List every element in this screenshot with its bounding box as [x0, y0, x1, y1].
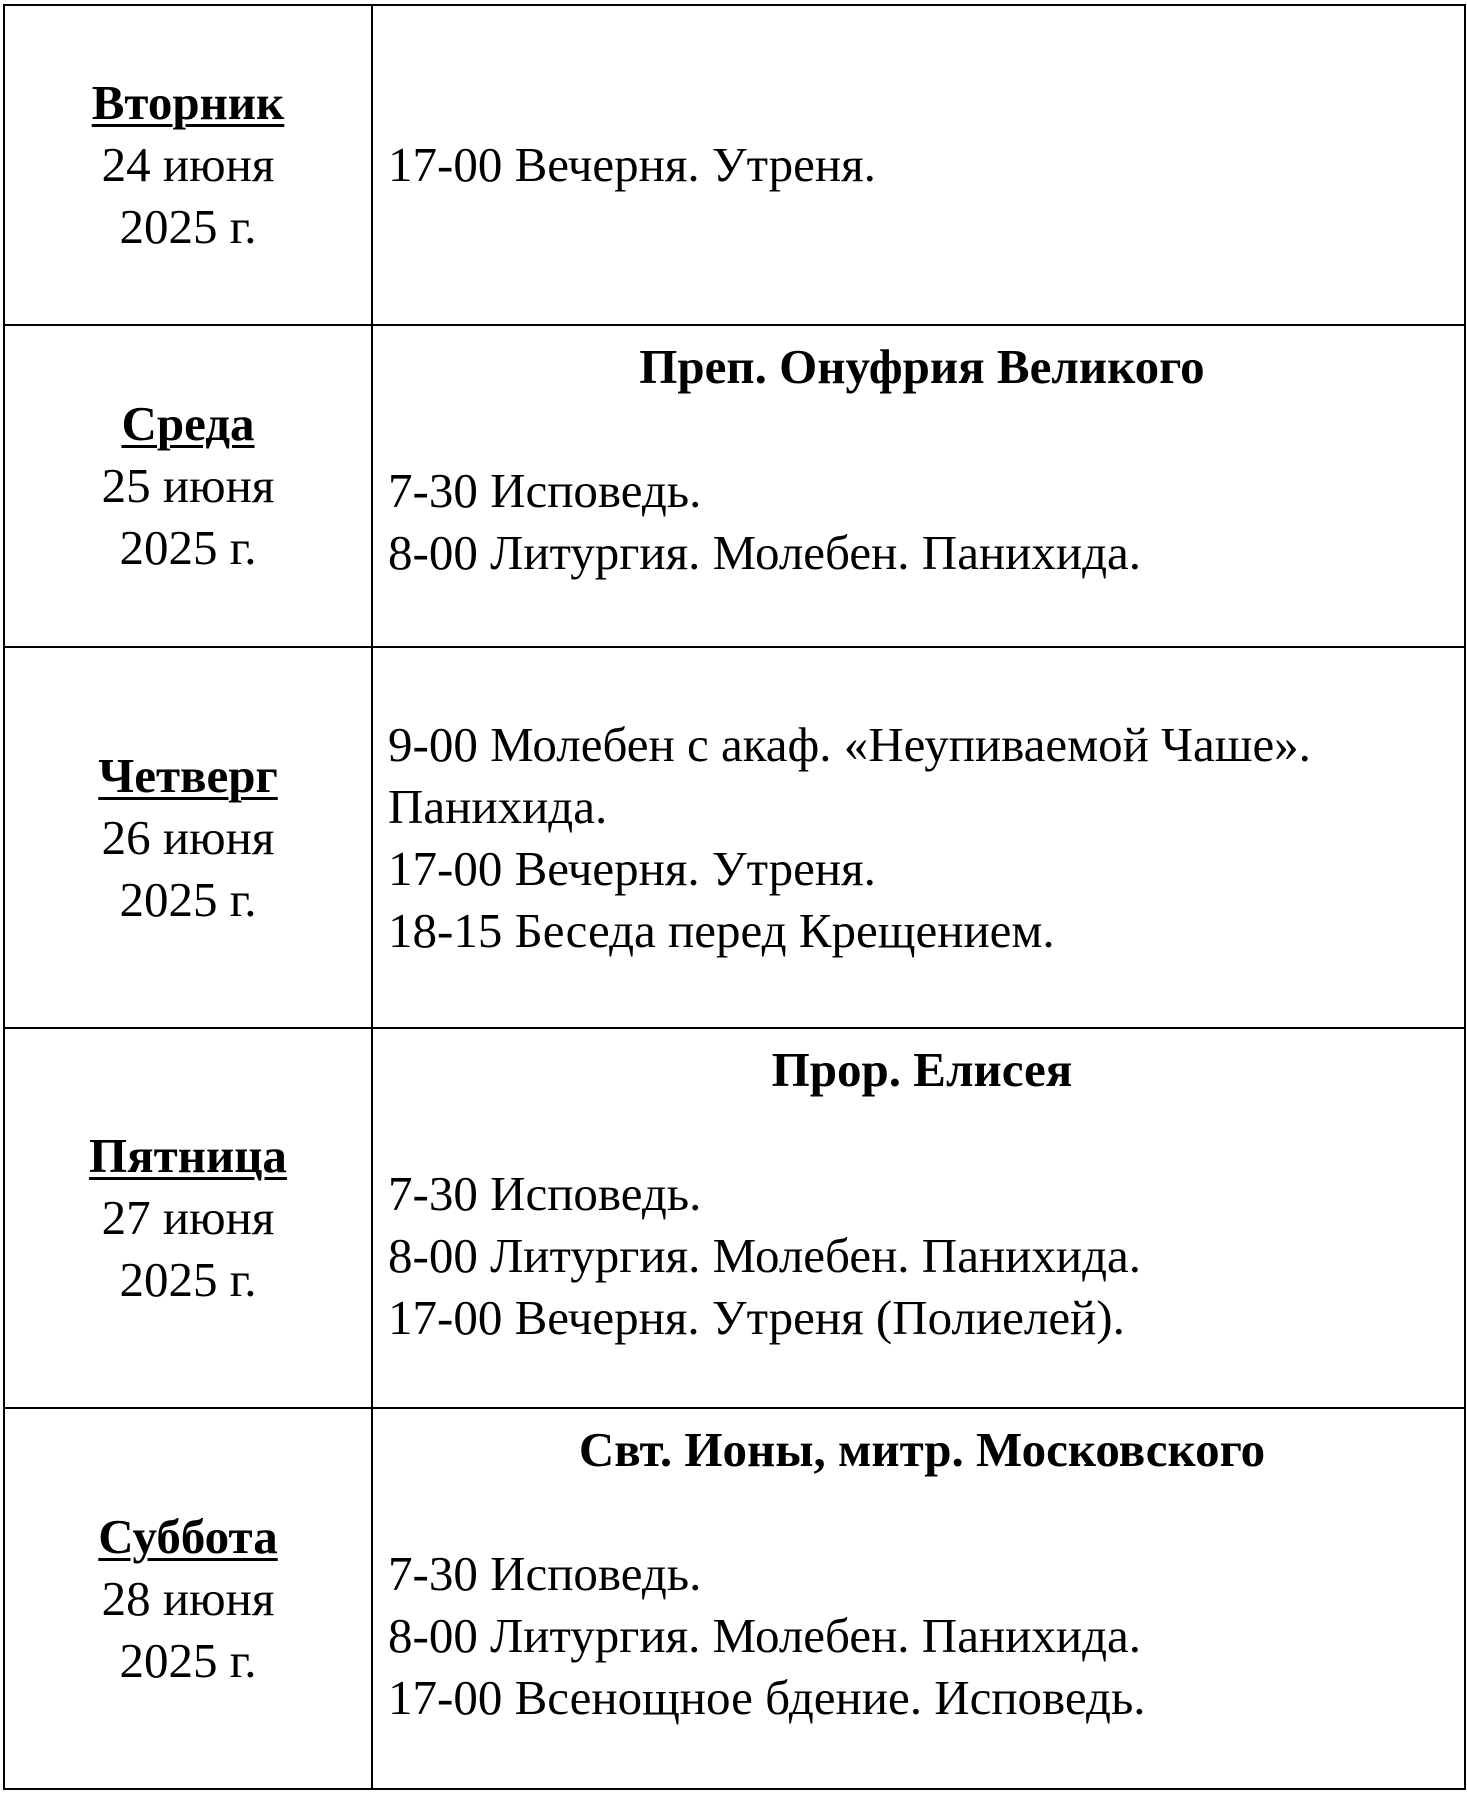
day-cell [4, 1028, 372, 1408]
day-cell [4, 325, 372, 647]
event-line: 8-00 Литургия. Молебен. Панихида. [388, 1228, 1142, 1283]
event-line: 17-00 Всенощное бдение. Исповедь. [388, 1670, 1146, 1725]
day-date: 24 июня [101, 137, 275, 192]
event-line: 18-15 Беседа перед Крещением. [388, 902, 1055, 958]
schedule-row-tuesday [4, 5, 1465, 325]
day-year: 2025 г. [119, 1252, 257, 1307]
day-name: Суббота [98, 1508, 278, 1564]
events-cell [372, 1028, 1465, 1408]
day-name: Вторник [91, 75, 285, 130]
schedule-table [3, 4, 1466, 1790]
event-line: 17-00 Вечерня. Утреня. [388, 840, 876, 896]
event-line: 7-30 Исповедь. [388, 1546, 702, 1601]
feast-title: Прор. Елисея [771, 1042, 1073, 1097]
day-cell [4, 647, 372, 1028]
schedule-row-wednesday [4, 325, 1465, 647]
schedule-row-saturday [4, 1408, 1465, 1789]
event-line: 17-00 Вечерня. Утреня. [388, 137, 876, 192]
day-date: 28 июня [101, 1570, 275, 1626]
schedule-row-friday [4, 1028, 1465, 1408]
event-line: 7-30 Исповедь. [388, 1166, 702, 1221]
event-line: 8-00 Литургия. Молебен. Панихида. [388, 525, 1142, 580]
day-cell [4, 5, 372, 325]
schedule-row-thursday [4, 647, 1465, 1028]
event-line: 17-00 Вечерня. Утреня (Полиелей). [388, 1290, 1125, 1345]
day-year: 2025 г. [119, 520, 257, 575]
feast-title: Преп. Онуфрия Великого [639, 339, 1205, 394]
day-year: 2025 г. [119, 1632, 257, 1688]
feast-title: Свт. Ионы, митр. Московского [578, 1422, 1266, 1477]
events-cell [372, 325, 1465, 647]
day-year: 2025 г. [119, 199, 257, 254]
events-cell [372, 1408, 1465, 1789]
day-name: Пятница [89, 1128, 287, 1183]
day-name: Среда [121, 396, 255, 451]
day-date: 27 июня [101, 1190, 275, 1245]
day-year: 2025 г. [119, 871, 257, 927]
events-cell [372, 5, 1465, 325]
events-cell [372, 647, 1465, 1028]
day-cell [4, 1408, 372, 1789]
event-line: 7-30 Исповедь. [388, 463, 702, 518]
event-line: Панихида. [388, 778, 608, 834]
day-name: Четверг [98, 747, 278, 803]
day-date: 26 июня [101, 809, 275, 865]
day-date: 25 июня [101, 458, 275, 513]
event-line: 9-00 Молебен с акаф. «Неупиваемой Чаше». [388, 716, 1311, 772]
event-line: 8-00 Литургия. Молебен. Панихида. [388, 1608, 1142, 1663]
